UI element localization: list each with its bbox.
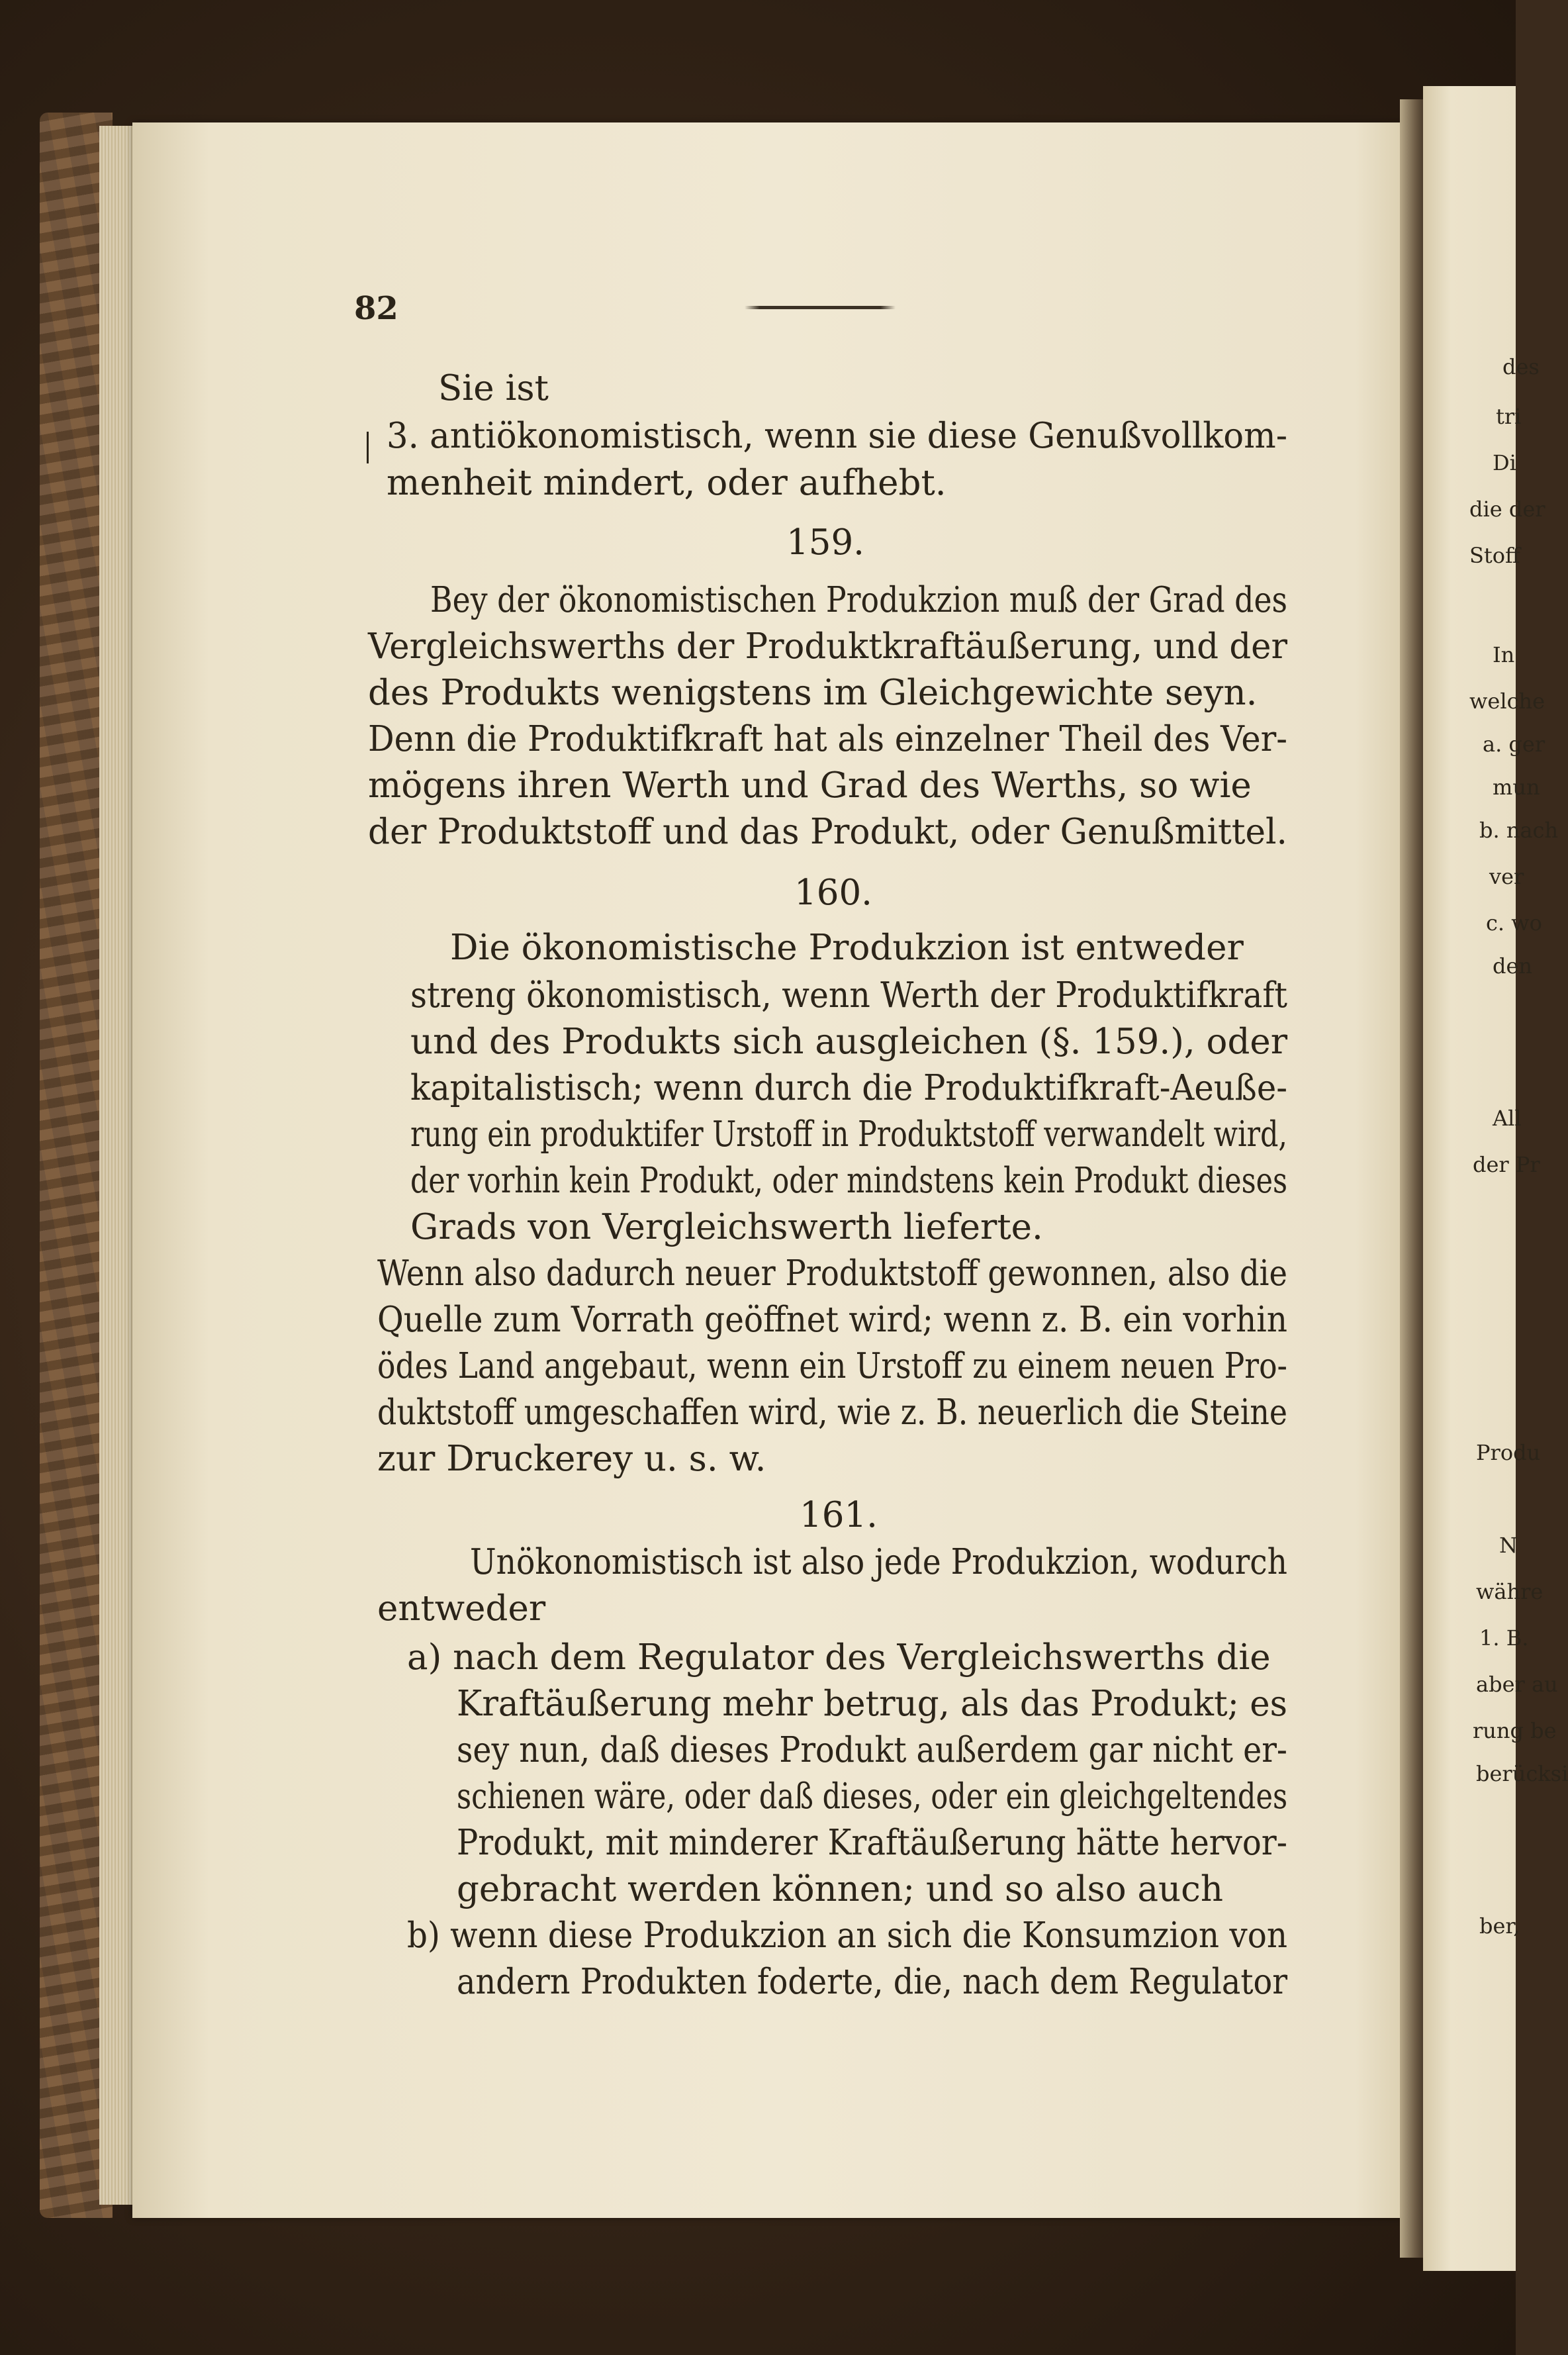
text-line: b) wenn diese Produkzion an sich die Konsumzion von [407, 1915, 1287, 1956]
text-line: kapitalistisch; wenn durch die Produktifkraft-Aeuße- [410, 1068, 1287, 1108]
text-line: a) nach dem Regulator des Vergleichswerths die [407, 1637, 1271, 1678]
text-line: Denn die Produktifkraft hat als einzelner Theil des Ver- [368, 719, 1287, 759]
facing-page-fragment: b. nach [1479, 818, 1559, 843]
text-line: Bey der ökonomistischen Produkzion muß der Grad des [430, 580, 1288, 620]
facing-page-fragment: 1. B. [1479, 1625, 1529, 1651]
text-line: schienen wäre, oder daß dieses, oder ein gleichgeltendes [457, 1776, 1288, 1817]
text-line: entweder [377, 1588, 546, 1629]
text-line: des Produkts wenigstens im Gleichgewichte seyn. [368, 673, 1258, 713]
facing-page-fragment: währe [1476, 1579, 1544, 1604]
header-rule [745, 306, 896, 309]
text-line: Wenn also dadurch neuer Produktstoff gewonnen, also die [377, 1253, 1287, 1294]
text-line: Quelle zum Vorrath geöffnet wird; wenn z. B. ein vorhin [377, 1300, 1287, 1340]
facing-page [1423, 86, 1568, 2271]
page-number: 82 [354, 290, 398, 327]
facing-page-fragment: In [1493, 642, 1515, 667]
facing-page-fragment: c. wo [1486, 910, 1542, 936]
section-number: 161. [800, 1495, 878, 1535]
facing-page-fragment: ver [1489, 864, 1524, 889]
facing-page-fragment: des [1502, 354, 1540, 379]
facing-page-fragment: ber, [1479, 1913, 1520, 1939]
text-line: sey nun, daß dieses Produkt außerdem gar nicht er- [457, 1730, 1287, 1770]
facing-page-fragment: N [1499, 1533, 1518, 1558]
facing-page-fragment: mun [1493, 775, 1540, 800]
text-line: menheit mindert, oder aufhebt. [387, 463, 946, 503]
text-line: Grads von Vergleichswerth lieferte. [410, 1207, 1043, 1247]
facing-page-fragment: welche [1469, 689, 1545, 714]
book-gutter [1400, 99, 1426, 2258]
section-number: 159. [786, 522, 865, 563]
facing-page-fragment: rung be [1473, 1718, 1557, 1743]
text-line: Produkt, mit minderer Kraftäußerung hätte hervor- [457, 1823, 1287, 1863]
facing-page-fragment: die der [1469, 497, 1545, 522]
text-line: andern Produkten foderte, die, nach dem Regulator [457, 1962, 1288, 2002]
text-line: und des Produkts sich ausgleichen (§. 159.), oder [410, 1022, 1288, 1062]
facing-page-fragment: aber au [1476, 1672, 1558, 1697]
text-line: Vergleichswerths der Produktkraftäußerung, und der [368, 626, 1287, 667]
text-line: der vorhin kein Produkt, oder mindstens kein Produkt dieses [410, 1161, 1287, 1201]
facing-page-fragment: All [1493, 1106, 1522, 1131]
text-line: der Produktstoff und das Produkt, oder Genußmittel. [368, 812, 1287, 852]
facing-page-fragment: Di [1493, 450, 1516, 475]
facing-page-fragment: der Pr [1473, 1152, 1540, 1177]
text-line: zur Druckerey u. s. w. [377, 1439, 766, 1479]
text-line: 3. antiökonomistisch, wenn sie diese Genußvollkom- [387, 416, 1288, 456]
facing-page-fragment: Stoff [1469, 543, 1520, 568]
text-line: duktstoff umgeschaffen wird, wie z. B. neuerlich die Steine [377, 1392, 1288, 1433]
text-line: streng ökonomistisch, wenn Werth der Produktifkraft [410, 975, 1288, 1016]
text-line: Sie ist [438, 368, 549, 409]
facing-page-fragment: a. ger [1483, 732, 1545, 757]
facing-page-fragment: berücksi [1476, 1761, 1568, 1786]
text-line: mögens ihren Werth und Grad des Werths, so wie [368, 765, 1252, 806]
facing-page-fragment: tri [1496, 404, 1522, 429]
text-line: Kraftäußerung mehr betrug, als das Produkt; es [457, 1684, 1287, 1724]
text-line: Unökonomistisch ist also jede Produkzion, wodurch [470, 1542, 1287, 1582]
section-number: 160. [794, 873, 873, 913]
text-line: Die ökonomistische Produkzion ist entweder [450, 928, 1244, 968]
text-line: gebracht werden können; und so also auch [457, 1869, 1224, 1909]
facing-page-fragment: den [1493, 953, 1533, 979]
text-line: rung ein produktifer Urstoff in Produktstoff verwandelt wird, [410, 1114, 1287, 1155]
text-line: ödes Land angebaut, wenn ein Urstoff zu einem neuen Pro- [377, 1346, 1287, 1386]
facing-page-fragment: Produ [1476, 1440, 1541, 1465]
margin-bracket [367, 432, 373, 463]
